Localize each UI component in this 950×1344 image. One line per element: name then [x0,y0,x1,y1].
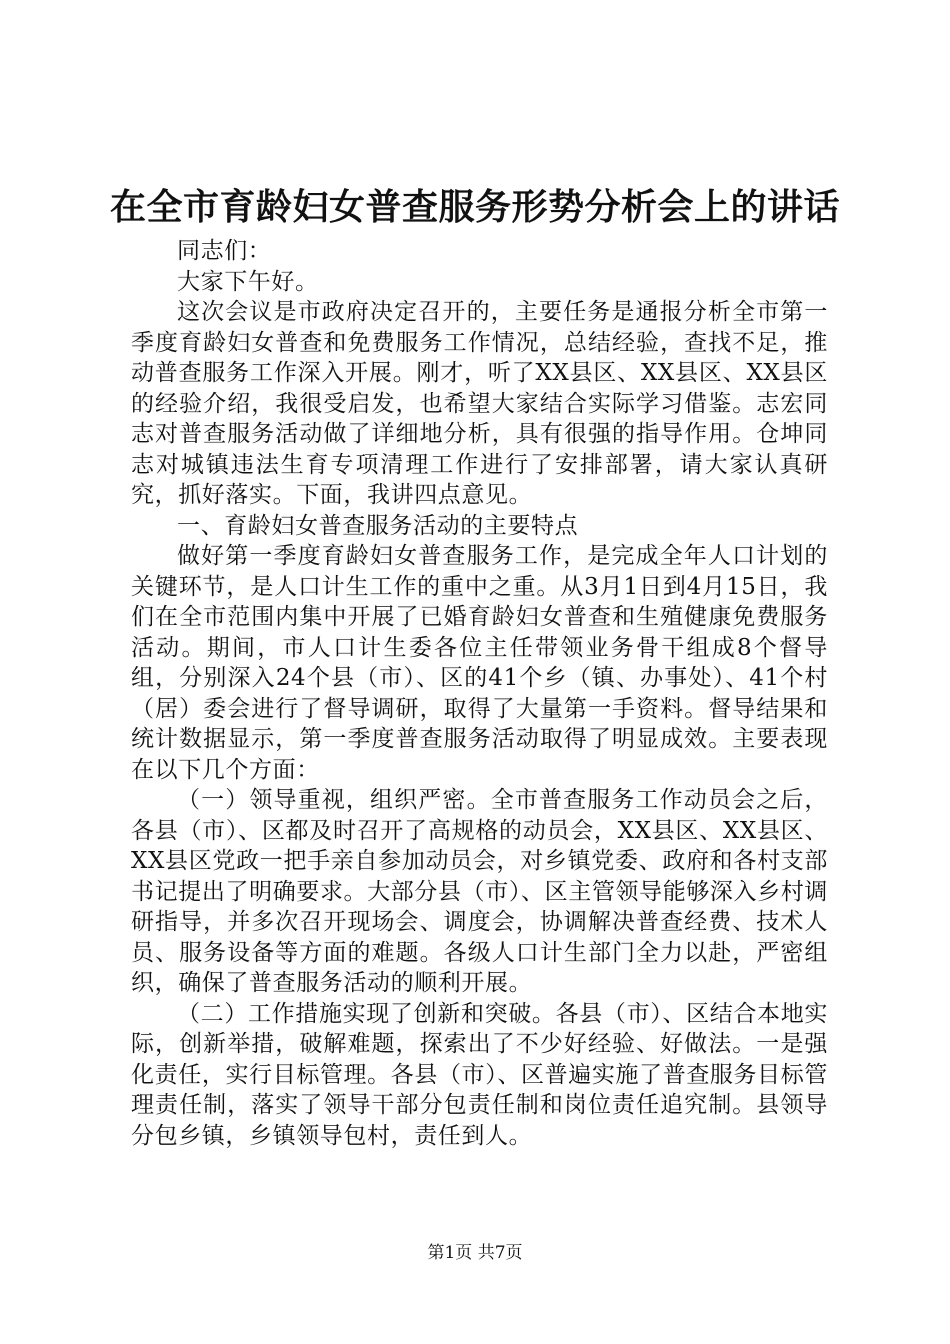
document-body [131,236,828,1151]
paragraph-section-1: 做好第一季度育龄妇女普查服务工作，是完成全年人口计划的关键环节，是人口计生工作的重中之重。从3月1日到4月15日，我们在全市范围内集中开展了已婚育龄妇女普查和生殖健康免费服务活动。期间，市人口计生委各位主任带领业务骨干组成8个督导组，分别深入24个县（市）、区的41个乡（镇、办事处）、41个村（居）委会进行了督导调研，取得了大量第一手资料。督导结果和统计数据显示，第一季度普查服务活动取得了明显成效。主要表现在以下几个方面： [131,543,828,783]
greeting: 大家下午好。 [177,268,319,295]
section-heading-1: 一、育龄妇女普查服务活动的主要特点 [177,512,579,539]
page-footer: 第1页 共7页 [427,1243,523,1263]
salutation: 同志们： [177,238,272,264]
paragraph-point-1: （一）领导重视，组织严密。全市普查服务工作动员会之后，各县（市）、区都及时召开了高规格的动员会，XX县区、XX县区、XX县区党政一把手亲自参加动员会，对乡镇党委、政府和各村支部书记提出了明确要求。大部分县（市）、区主管领导能够深入乡村调研指导，并多次召开现场会、调度会，协调解决普查经费、技术人员、服务设备等方面的难题。各级人口计生部门全力以赴，严密组织，确保了普查服务活动的顺利开展。 [131,787,828,996]
document-title: 在全市育龄妇女普查服务形势分析会上的讲话 [109,187,840,228]
paragraph-point-2: （二）工作措施实现了创新和突破。各县（市）、区结合本地实际，创新举措，破解难题，探索出了不少好经验、好做法。一是强化责任，实行目标管理。各县（市）、区普遍实施了普查服务目标管理责任制，落实了领导干部分包责任制和岗位责任追究制。县领导分包乡镇，乡镇领导包村，责任到人。 [131,1000,828,1149]
paragraph-intro: 这次会议是市政府决定召开的，主要任务是通报分析全市第一季度育龄妇女普查和免费服务工作情况，总结经验，查找不足，推动普查服务工作深入开展。刚才，听了XX县区、XX县区、XX县区的经验介绍，我很受启发，也希望大家结合实际学习借鉴。志宏同志对普查服务活动做了详细地分析，具有很强的指导作用。仓坤同志对城镇违法生育专项清理工作进行了安排部署，请大家认真研究，抓好落实。下面，我讲四点意见。 [131,299,828,508]
